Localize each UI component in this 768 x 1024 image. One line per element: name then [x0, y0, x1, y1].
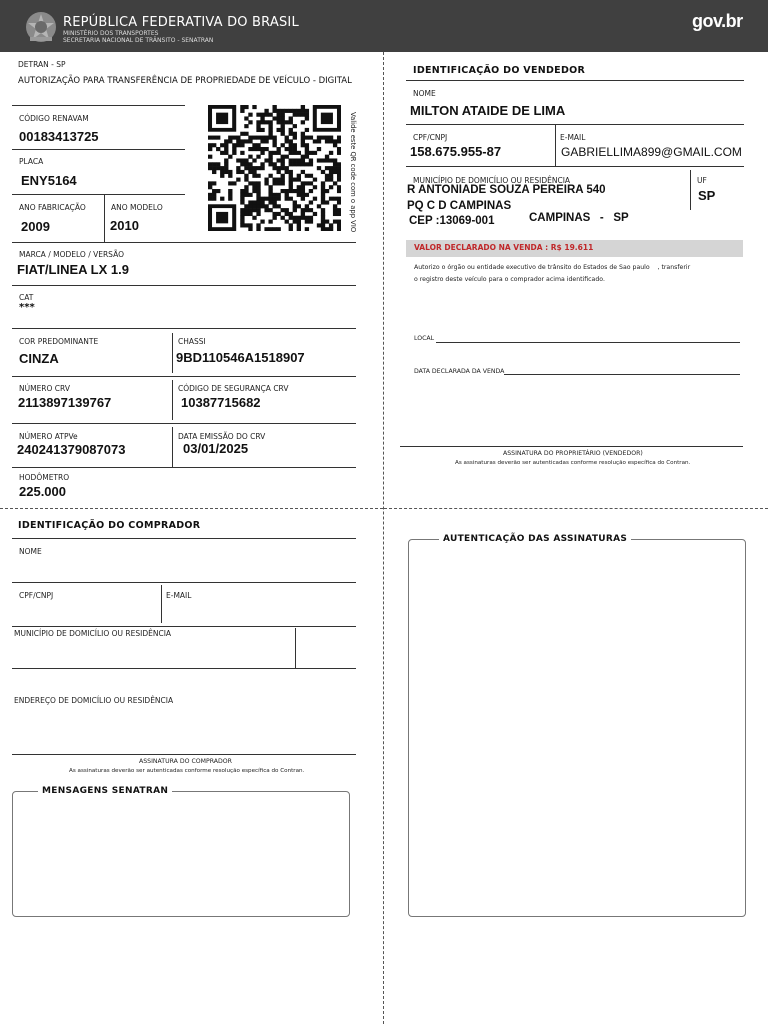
rule — [12, 328, 356, 329]
buyer-endereco-label: ENDEREÇO DE DOMICÍLIO OU RESIDÊNCIA — [14, 696, 174, 705]
valor-declarado-bar — [406, 240, 743, 257]
rule — [12, 423, 356, 424]
qr-validation-note — [345, 112, 359, 233]
seller-email-value: GABRIELLIMA899@GMAIL.COM — [561, 145, 742, 159]
rule — [12, 194, 185, 195]
crv-label: NÚMERO CRV — [19, 384, 70, 393]
emissao-value: 03/01/2025 — [183, 441, 249, 456]
rule — [406, 124, 744, 125]
header-ministry: MINISTÉRIO DOS TRANSPORTES — [63, 30, 159, 37]
seguranca-value: 10387715682 — [181, 395, 261, 410]
marca-label: MARCA / MODELO / VERSÃO — [19, 250, 124, 259]
ano-fabricacao-value: 2009 — [21, 219, 50, 234]
rule — [12, 242, 356, 243]
header-title: REPÚBLICA FEDERATIVA DO BRASIL — [63, 15, 299, 30]
seller-email-label: E-MAIL — [560, 133, 586, 142]
rule — [12, 105, 185, 106]
ano-modelo-value: 2010 — [110, 218, 139, 233]
brazil-coat-of-arms-icon — [24, 10, 58, 44]
placa-label: PLACA — [19, 157, 44, 166]
data-venda-line[interactable] — [504, 374, 740, 375]
horizontal-divider-right — [384, 508, 768, 509]
rule — [172, 380, 173, 420]
buyer-municipio-label: MUNICÍPIO DE DOMICÍLIO OU RESIDÊNCIA — [14, 629, 172, 638]
ano-fabricacao-label: ANO FABRICAÇÃO — [19, 203, 86, 212]
seller-cpf-value: 158.675.955-87 — [410, 144, 502, 159]
buyer-cpf-label: CPF/CNPJ — [19, 591, 54, 600]
buyer-signature-note: As assinaturas deverão ser autenticadas conforme resolução específica do Contran. — [69, 768, 305, 774]
local-line[interactable] — [436, 342, 740, 343]
cat-label: CAT — [19, 293, 34, 302]
buyer-section-title: IDENTIFICAÇÃO DO COMPRADOR — [18, 520, 201, 531]
seller-municipio-label: MUNICÍPIO DE DOMICÍLIO OU RESIDÊNCIA — [413, 176, 571, 185]
ano-modelo-label: ANO MODELO — [111, 203, 163, 212]
vertical-divider — [383, 52, 384, 1024]
document-title: AUTORIZAÇÃO PARA TRANSFERÊNCIA DE PROPRIEDADE DE VEÍCULO - DIGITAL — [18, 76, 352, 86]
mensagens-senatran-box — [12, 791, 350, 917]
seguranca-label: CÓDIGO DE SEGURANÇA CRV — [178, 384, 289, 393]
rule — [12, 582, 356, 583]
seller-signature-line[interactable] — [400, 446, 743, 447]
rule — [12, 149, 185, 150]
seller-endereco-line2: PQ C D CAMPINAS — [407, 200, 512, 212]
seller-signature-note: As assinaturas deverão ser autenticadas conforme resolução específica do Contran. — [455, 460, 691, 466]
gov-header — [0, 0, 768, 52]
seller-cidade: CAMPINAS - SP — [529, 212, 629, 224]
rule — [12, 285, 356, 286]
rule — [406, 166, 744, 167]
emissao-label: DATA EMISSÃO DO CRV — [178, 432, 266, 441]
placa-value: ENY5164 — [21, 173, 77, 188]
seller-uf-value: SP — [698, 188, 716, 203]
rule — [104, 194, 105, 242]
buyer-signature-label: ASSINATURA DO COMPRADOR — [139, 758, 232, 765]
data-venda-label: DATA DECLARADA DA VENDA — [414, 368, 505, 375]
horizontal-divider-left — [0, 508, 383, 509]
qr-note-text: Valide este QR code com o app VIO — [349, 112, 357, 233]
buyer-email-label: E-MAIL — [166, 591, 192, 600]
cor-label: COR PREDOMINANTE — [19, 337, 99, 346]
cor-value: CINZA — [19, 351, 59, 366]
rule — [406, 80, 744, 81]
atpve-value: 240241379087073 — [17, 442, 126, 457]
seller-section-title: IDENTIFICAÇÃO DO VENDEDOR — [413, 65, 586, 76]
seller-uf-label: UF — [697, 176, 707, 185]
header-secretariat: SECRETARIA NACIONAL DE TRÂNSITO - SENATRAN — [63, 37, 214, 44]
rule — [161, 585, 162, 623]
renavam-label: CÓDIGO RENAVAM — [19, 114, 89, 123]
autorizo-text-line2: o registro deste veículo para o comprador acima identificado. — [414, 276, 605, 283]
rule — [690, 170, 691, 210]
chassi-value: 9BD110546A1518907 — [176, 350, 305, 365]
qr-code[interactable] — [208, 105, 341, 231]
autenticacao-box — [408, 539, 746, 917]
valor-declarado-text: VALOR DECLARADO NA VENDA : R$ 19.611 — [414, 243, 594, 252]
rule — [295, 628, 296, 668]
local-label: LOCAL — [414, 335, 435, 342]
seller-nome-value: MILTON ATAIDE DE LIMA — [410, 103, 566, 118]
rule — [172, 333, 173, 373]
rule — [555, 124, 556, 166]
atpve-label: NÚMERO ATPVe — [19, 432, 78, 441]
seller-cpf-label: CPF/CNPJ — [413, 133, 448, 142]
seller-endereco-line1: R ANTONIADE SOUZA PEREIRA 540 — [407, 184, 606, 196]
hodometro-value: 225.000 — [19, 484, 66, 499]
buyer-nome-label: NOME — [19, 547, 42, 556]
marca-value: FIAT/LINEA LX 1.9 — [17, 262, 129, 277]
rule — [12, 626, 356, 627]
seller-cep: CEP :13069-001 — [409, 215, 495, 227]
rule — [12, 467, 356, 468]
rule — [12, 668, 356, 669]
cat-value: *** — [19, 302, 35, 313]
govbr-logo: gov.br — [692, 11, 743, 31]
autorizo-text-line1: Autorizo o órgão ou entidade executivo de trânsito do Estados de Sao paulo , transferir — [414, 264, 691, 271]
mensagens-senatran-title: MENSAGENS SENATRAN — [38, 786, 172, 796]
seller-signature-label: ASSINATURA DO PROPRIETÁRIO (VENDEDOR) — [503, 450, 643, 457]
buyer-signature-line[interactable] — [12, 754, 356, 755]
chassi-label: CHASSI — [178, 337, 206, 346]
hodometro-label: HODÔMETRO — [19, 473, 70, 482]
autenticacao-title: AUTENTICAÇÃO DAS ASSINATURAS — [439, 534, 631, 544]
renavam-value: 00183413725 — [19, 129, 99, 144]
seller-nome-label: NOME — [413, 89, 436, 98]
rule — [12, 538, 356, 539]
rule — [172, 427, 173, 467]
crv-value: 2113897139767 — [18, 395, 112, 410]
rule — [12, 376, 356, 377]
issuer-label: DETRAN - SP — [18, 60, 66, 69]
